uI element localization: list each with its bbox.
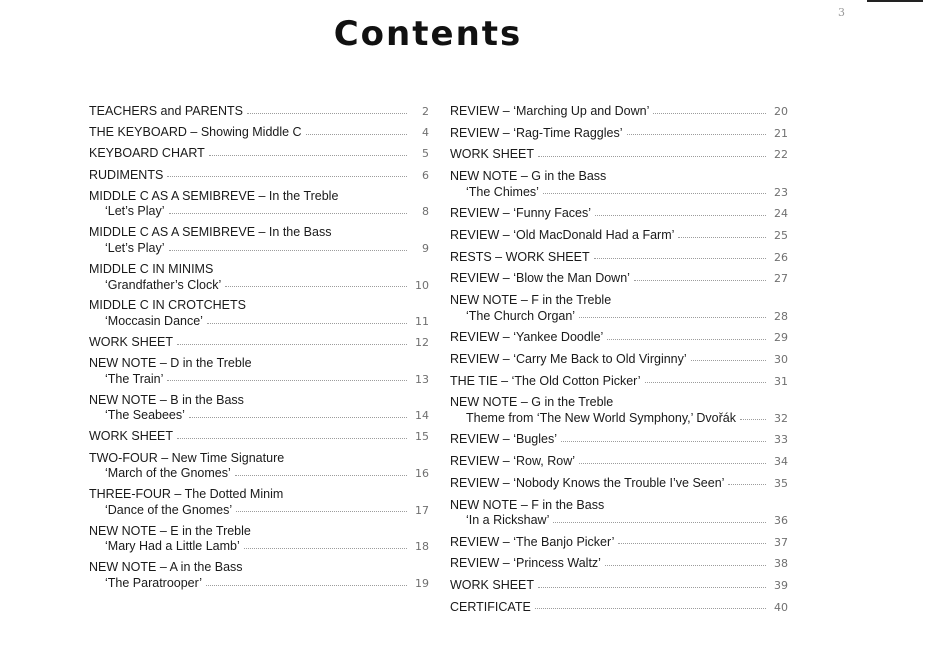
- toc-entry-heading: NEW NOTE – F in the Treble: [450, 293, 612, 307]
- dot-leader: [207, 323, 407, 324]
- dot-leader: [538, 587, 766, 588]
- toc-entry-row: [450, 250, 788, 266]
- toc-entry: [450, 395, 788, 426]
- toc-entry-title: REVIEW – ‘Yankee Doodle’: [450, 330, 604, 345]
- toc-entry-page: 30: [774, 352, 788, 366]
- dot-leader: [225, 286, 407, 287]
- dot-leader: [678, 237, 766, 238]
- dot-leader: [553, 522, 766, 523]
- toc-entry-title: ‘Dance of the Gnomes’: [105, 502, 233, 517]
- dot-leader: [645, 382, 766, 383]
- toc-entry: [450, 169, 788, 200]
- toc-entry-page: 36: [774, 514, 788, 528]
- toc-entry: [450, 352, 788, 368]
- toc-entry-page: 15: [415, 430, 429, 444]
- toc-entry-heading: TWO-FOUR – New Time Signature: [89, 450, 285, 465]
- toc-entry-page: 27: [774, 272, 788, 286]
- toc-entry: [89, 451, 429, 482]
- toc-entry-page: 11: [415, 315, 429, 329]
- dot-leader: [543, 193, 766, 194]
- toc-entry: [450, 476, 788, 492]
- dot-leader: [627, 134, 766, 135]
- toc-entry-title: WORK SHEET: [89, 335, 174, 350]
- toc-entry: [89, 225, 429, 256]
- toc-entry-row: [450, 411, 788, 427]
- toc-entry-page: 14: [415, 409, 429, 423]
- toc-entry-row: [450, 535, 788, 551]
- toc-entry-page: 12: [415, 336, 429, 350]
- toc-entry-heading: NEW NOTE – E in the Treble: [89, 523, 251, 538]
- toc-entry: [89, 429, 429, 445]
- toc-entry-title: WORK SHEET: [450, 578, 535, 593]
- toc-entry-page: 4: [422, 126, 429, 140]
- toc-entry: [89, 146, 429, 162]
- toc-entry: [89, 393, 429, 424]
- toc-entry-row: [89, 503, 429, 519]
- toc-entry-row: [450, 271, 788, 287]
- dot-leader: [235, 475, 407, 476]
- toc-entry: [450, 454, 788, 470]
- toc-entry-row: [450, 578, 788, 594]
- toc-entry-page: 20: [774, 105, 788, 118]
- toc-entry-title: REVIEW – ‘Funny Faces’: [450, 206, 592, 221]
- toc-entry-page: 13: [415, 372, 429, 386]
- toc-entry-page: 10: [415, 278, 429, 292]
- toc-entry-heading: MIDDLE C IN MINIMS: [89, 261, 214, 276]
- dot-leader: [177, 438, 407, 439]
- dot-leader: [206, 585, 407, 586]
- toc-entry-row: [450, 454, 788, 470]
- toc-entry-row: [89, 372, 429, 388]
- contents-right-column: [450, 104, 788, 621]
- dot-leader: [169, 213, 407, 214]
- dot-leader: [209, 155, 407, 156]
- toc-entry-row: [450, 600, 788, 616]
- dot-leader: [579, 317, 766, 318]
- toc-entry-heading: MIDDLE C AS A SEMIBREVE – In the Bass: [89, 225, 332, 240]
- toc-entry: [89, 487, 429, 518]
- toc-entry-title: REVIEW – ‘Row, Row’: [450, 454, 576, 469]
- dot-leader: [538, 156, 766, 157]
- toc-entry-page: 8: [422, 205, 429, 219]
- toc-entry-row: [89, 146, 429, 162]
- toc-entry-row: [89, 241, 429, 257]
- toc-entry: [89, 104, 429, 120]
- toc-entry-row: [89, 408, 429, 424]
- toc-entry: [89, 262, 429, 293]
- toc-entry-page: 18: [415, 540, 429, 554]
- toc-entry-title: ‘Grandfather’s Clock’: [105, 277, 222, 292]
- toc-entry: [450, 250, 788, 266]
- toc-entry-page: 5: [422, 147, 429, 161]
- dot-leader: [740, 419, 766, 420]
- toc-entry: [450, 374, 788, 390]
- toc-entry-row: [89, 576, 429, 592]
- toc-entry: [450, 578, 788, 594]
- toc-entry-title: ‘The Chimes’: [466, 184, 539, 199]
- toc-entry-title: ‘Moccasin Dance’: [105, 314, 203, 329]
- toc-entry: [450, 228, 788, 244]
- dot-leader: [306, 134, 407, 135]
- toc-entry-heading: NEW NOTE – B in the Bass: [89, 392, 244, 407]
- toc-entry-heading: MIDDLE C AS A SEMIBREVE – In the Treble: [89, 188, 339, 203]
- toc-entry-title: WORK SHEET: [450, 147, 535, 162]
- toc-entry-title: REVIEW – ‘Nobody Knows the Trouble I’ve Seen’: [450, 475, 725, 490]
- toc-entry-page: 21: [774, 126, 788, 140]
- dot-leader: [595, 215, 766, 216]
- toc-entry-title: ‘March of the Gnomes’: [105, 466, 231, 481]
- toc-entry-row: [450, 126, 788, 142]
- toc-entry-row: [450, 352, 788, 368]
- toc-entry-heading: MIDDLE C IN CROTCHETS: [89, 298, 246, 313]
- toc-entry-page: 40: [774, 600, 788, 614]
- toc-entry-page: 28: [774, 309, 788, 323]
- toc-entry-row: [89, 466, 429, 482]
- dot-leader: [561, 441, 766, 442]
- toc-entry-page: 9: [422, 241, 429, 255]
- toc-entry-page: 19: [415, 576, 429, 590]
- toc-entry-page: 35: [774, 476, 788, 490]
- toc-entry: [450, 126, 788, 142]
- dot-leader: [535, 608, 766, 609]
- toc-entry-row: [89, 429, 429, 445]
- dot-leader: [177, 344, 407, 345]
- toc-entry-title: CERTIFICATE: [450, 599, 531, 614]
- toc-entry-title: REVIEW – ‘The Banjo Picker’: [450, 534, 615, 549]
- toc-entry-title: ‘The Paratrooper’: [105, 575, 203, 590]
- dot-leader: [728, 484, 766, 485]
- toc-entry-title: THE KEYBOARD – Showing Middle C: [89, 125, 302, 140]
- toc-entry: [450, 293, 788, 324]
- toc-entry-row: [89, 204, 429, 220]
- dot-leader: [691, 360, 766, 361]
- toc-entry-heading: NEW NOTE – D in the Treble: [89, 356, 252, 371]
- toc-entry-row: [450, 432, 788, 448]
- dot-leader: [236, 511, 407, 512]
- toc-entry-row: [450, 147, 788, 163]
- toc-entry-row: [450, 476, 788, 492]
- toc-entry-row: [89, 104, 429, 120]
- toc-entry-row: [89, 314, 429, 330]
- toc-entry-title: ‘Mary Had a Little Lamb’: [105, 539, 240, 554]
- toc-entry-row: [450, 374, 788, 390]
- dot-leader: [247, 113, 407, 114]
- toc-entry-page: 37: [774, 535, 788, 549]
- toc-entry: [89, 335, 429, 351]
- toc-entry-title: REVIEW – ‘Princess Waltz’: [450, 556, 601, 571]
- dot-leader: [618, 543, 766, 544]
- toc-entry-row: [450, 330, 788, 346]
- dot-leader: [653, 113, 766, 114]
- toc-entry-title: REVIEW – ‘Marching Up and Down’: [450, 104, 650, 118]
- toc-entry-row: [89, 539, 429, 555]
- toc-entry-title: REVIEW – ‘Rag-Time Raggles’: [450, 125, 623, 140]
- toc-entry: [450, 600, 788, 616]
- toc-entry-page: 6: [422, 168, 429, 182]
- page-title: Contents: [333, 14, 523, 54]
- toc-entry-row: [450, 556, 788, 572]
- toc-entry-title: REVIEW – ‘Old MacDonald Had a Farm’: [450, 227, 675, 242]
- toc-entry-title: ‘Let’s Play’: [105, 204, 165, 219]
- toc-entry-heading: NEW NOTE – G in the Bass: [450, 169, 607, 184]
- toc-entry: [450, 206, 788, 222]
- toc-entry-page: 31: [774, 374, 788, 388]
- toc-entry-page: 22: [774, 148, 788, 162]
- toc-entry-page: 16: [415, 467, 429, 481]
- toc-entry-title: REVIEW – ‘Bugles’: [450, 432, 557, 447]
- dot-leader: [605, 565, 766, 566]
- toc-entry-title: ‘In a Rickshaw’: [466, 513, 550, 528]
- toc-entry-title: REVIEW – ‘Blow the Man Down’: [450, 271, 630, 286]
- dot-leader: [579, 463, 766, 464]
- toc-entry: [450, 330, 788, 346]
- toc-entry-page: 2: [422, 105, 429, 118]
- toc-entry-page: 29: [774, 331, 788, 345]
- toc-entry-page: 17: [415, 503, 429, 517]
- dot-leader: [244, 548, 407, 549]
- toc-entry-heading: THREE-FOUR – The Dotted Minim: [89, 487, 284, 502]
- toc-entry: [89, 298, 429, 329]
- dot-leader: [634, 280, 766, 281]
- dot-leader: [169, 250, 407, 251]
- toc-entry-title: ‘The Seabees’: [105, 408, 185, 423]
- dot-leader: [607, 339, 766, 340]
- toc-entry-page: 25: [774, 228, 788, 242]
- toc-entry-title: TEACHERS and PARENTS: [89, 104, 243, 118]
- toc-entry-page: 33: [774, 433, 788, 447]
- toc-entry-page: 24: [774, 207, 788, 221]
- toc-entry-title: THE TIE – ‘The Old Cotton Picker’: [450, 373, 641, 388]
- toc-entry: [89, 524, 429, 555]
- toc-entry-title: KEYBOARD CHART: [89, 146, 205, 161]
- toc-entry: [450, 556, 788, 572]
- dot-leader: [594, 258, 766, 259]
- toc-entry-row: [89, 278, 429, 294]
- toc-entry-row: [450, 309, 788, 325]
- toc-entry: [450, 147, 788, 163]
- toc-entry-page: 38: [774, 557, 788, 571]
- toc-entry: [89, 356, 429, 387]
- toc-entry-title: RUDIMENTS: [89, 167, 164, 182]
- dot-leader: [167, 380, 407, 381]
- toc-entry-title: ‘The Church Organ’: [466, 308, 576, 323]
- toc-entry-heading: NEW NOTE – G in the Treble: [450, 395, 614, 410]
- toc-entry: [89, 189, 429, 220]
- toc-entry-row: [89, 168, 429, 184]
- toc-entry-title: ‘The Train’: [105, 371, 164, 386]
- toc-entry: [450, 104, 788, 120]
- toc-entry-heading: NEW NOTE – A in the Bass: [89, 560, 243, 575]
- toc-entry-row: [450, 104, 788, 120]
- toc-entry-row: [450, 206, 788, 222]
- toc-entry-page: 32: [774, 411, 788, 425]
- dot-leader: [167, 176, 407, 177]
- toc-entry: [450, 535, 788, 551]
- contents-left-column: [89, 104, 429, 597]
- toc-entry: [89, 560, 429, 591]
- toc-entry-row: [450, 228, 788, 244]
- toc-entry-page: 23: [774, 185, 788, 199]
- toc-entry-row: [450, 513, 788, 529]
- toc-entry-page: 26: [774, 250, 788, 264]
- dot-leader: [189, 417, 407, 418]
- toc-entry: [450, 498, 788, 529]
- toc-entry-page: 39: [774, 579, 788, 593]
- toc-entry-page: 34: [774, 455, 788, 469]
- toc-entry: [89, 168, 429, 184]
- toc-entry-title: WORK SHEET: [89, 429, 174, 444]
- toc-entry: [450, 271, 788, 287]
- toc-entry-title: RESTS – WORK SHEET: [450, 249, 590, 264]
- toc-entry-row: [450, 185, 788, 201]
- toc-entry: [89, 125, 429, 141]
- toc-entry: [450, 432, 788, 448]
- page-number: 3: [838, 6, 845, 19]
- corner-rule: [867, 0, 923, 2]
- toc-entry-title: REVIEW – ‘Carry Me Back to Old Virginny’: [450, 351, 687, 366]
- toc-entry-row: [89, 335, 429, 351]
- toc-entry-row: [89, 125, 429, 141]
- toc-entry-heading: NEW NOTE – F in the Bass: [450, 497, 605, 512]
- toc-entry-title: ‘Let’s Play’: [105, 240, 165, 255]
- toc-entry-title: Theme from ‘The New World Symphony,’ Dvořák: [466, 410, 736, 425]
